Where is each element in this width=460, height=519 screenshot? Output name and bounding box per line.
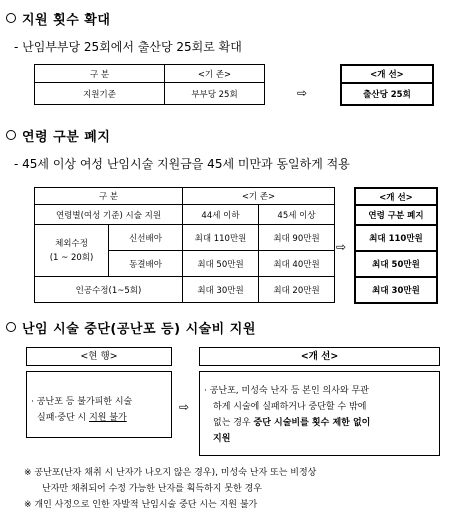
row-label-criteria: 지원기준	[35, 83, 165, 105]
bullet-ring-icon	[6, 322, 16, 332]
header-existing: <기 존>	[165, 65, 265, 83]
header-gubun: 구 분	[35, 65, 165, 83]
row-under44: 최대 30만원	[183, 277, 259, 303]
header-gubun: 구 분	[35, 188, 183, 205]
new-line3-a: 없는 경우	[213, 418, 254, 428]
in-vitro-cell	[35, 225, 109, 277]
new-line4: 지원	[213, 434, 231, 444]
row-over45: 최대 20만원	[259, 277, 335, 303]
in-vitro-label: 체외수정	[55, 238, 88, 249]
new-value: 출산당 25회	[341, 83, 433, 105]
section2-new-table	[354, 187, 438, 304]
new-line2: 하게 시술에 실패하거나 중단할 수 밖에	[213, 402, 367, 412]
row-sub: 동결배아	[109, 251, 183, 277]
current-line2-a: 실패·중단 시	[37, 413, 90, 423]
section1-title: 지원 횟수 확대	[22, 13, 111, 28]
arrow-right-icon: ⇨	[179, 400, 190, 414]
header-existing: <기 존>	[183, 188, 335, 205]
new-value: 최대 110만원	[355, 225, 437, 251]
new-box-title: <개 선>	[199, 347, 440, 366]
subheader-under44: 44세 이하	[183, 205, 259, 225]
current-line2	[37, 410, 127, 423]
new-line3-b: 중단 시술비를 횟수 제한 없이	[253, 418, 371, 428]
subheader-over45: 45세 이상	[259, 205, 335, 225]
new-value: 최대 50만원	[355, 251, 437, 277]
row-sub: 신선배아	[109, 225, 183, 251]
new-box	[199, 371, 440, 456]
bullet-ring-icon	[6, 130, 16, 140]
header-new: <개 선>	[341, 65, 433, 83]
section2-existing-table	[34, 187, 335, 303]
new-line1: · 공난포, 미성숙 난자 등 본인 의사와 무관	[204, 386, 369, 396]
new-value: 최대 30만원	[355, 277, 437, 303]
header-new: <개 선>	[355, 188, 437, 205]
new-line3	[213, 415, 370, 428]
in-vitro-range: (1 ~ 20회)	[49, 252, 94, 263]
footnote-1: ※ 공난포(난자 채취 시 난자가 나오지 않은 경우), 미성숙 난자 또는 비정상	[24, 468, 317, 478]
row-sub: 인공수정(1~5회)	[35, 277, 183, 303]
section2-title: 연령 구분 폐지	[22, 130, 111, 145]
bullet-ring-icon	[6, 13, 16, 23]
current-box-title: <현 행>	[26, 347, 172, 366]
row-value-existing: 부부당 25회	[165, 83, 265, 105]
row-over45: 최대 90만원	[259, 225, 335, 251]
section2-summary: - 45세 이상 여성 난임시술 지원금을 45세 미만과 동일하게 적용	[14, 157, 350, 171]
section1-existing-table	[34, 64, 265, 105]
current-box	[26, 371, 172, 438]
arrow-right-icon: ⇨	[297, 86, 308, 100]
row-under44: 최대 50만원	[183, 251, 259, 277]
section1-new-table	[340, 64, 434, 106]
footnote-3: ※ 개인 사정으로 인한 자발적 난임시술 중단 시는 지원 불가	[24, 500, 258, 510]
section1-summary: - 난임부부당 25회에서 출산당 25회로 확대	[14, 40, 242, 54]
footnote-2: 난자만 채취되어 수정 가능한 난자를 획득하지 못한 경우	[42, 484, 262, 494]
row-over45: 최대 40만원	[259, 251, 335, 277]
arrow-right-icon: ⇨	[336, 240, 347, 254]
section3-title: 난임 시술 중단(공난포 등) 시술비 지원	[22, 322, 256, 337]
current-line2-b: 지원 불가	[89, 413, 127, 423]
row-under44: 최대 110만원	[183, 225, 259, 251]
current-line1: · 공난포 등 불가피한 시술	[31, 397, 133, 407]
subheader-new: 연령 구분 폐지	[355, 205, 437, 225]
subheader-type: 연령별(여성 기준) 시술 지원	[35, 205, 183, 225]
